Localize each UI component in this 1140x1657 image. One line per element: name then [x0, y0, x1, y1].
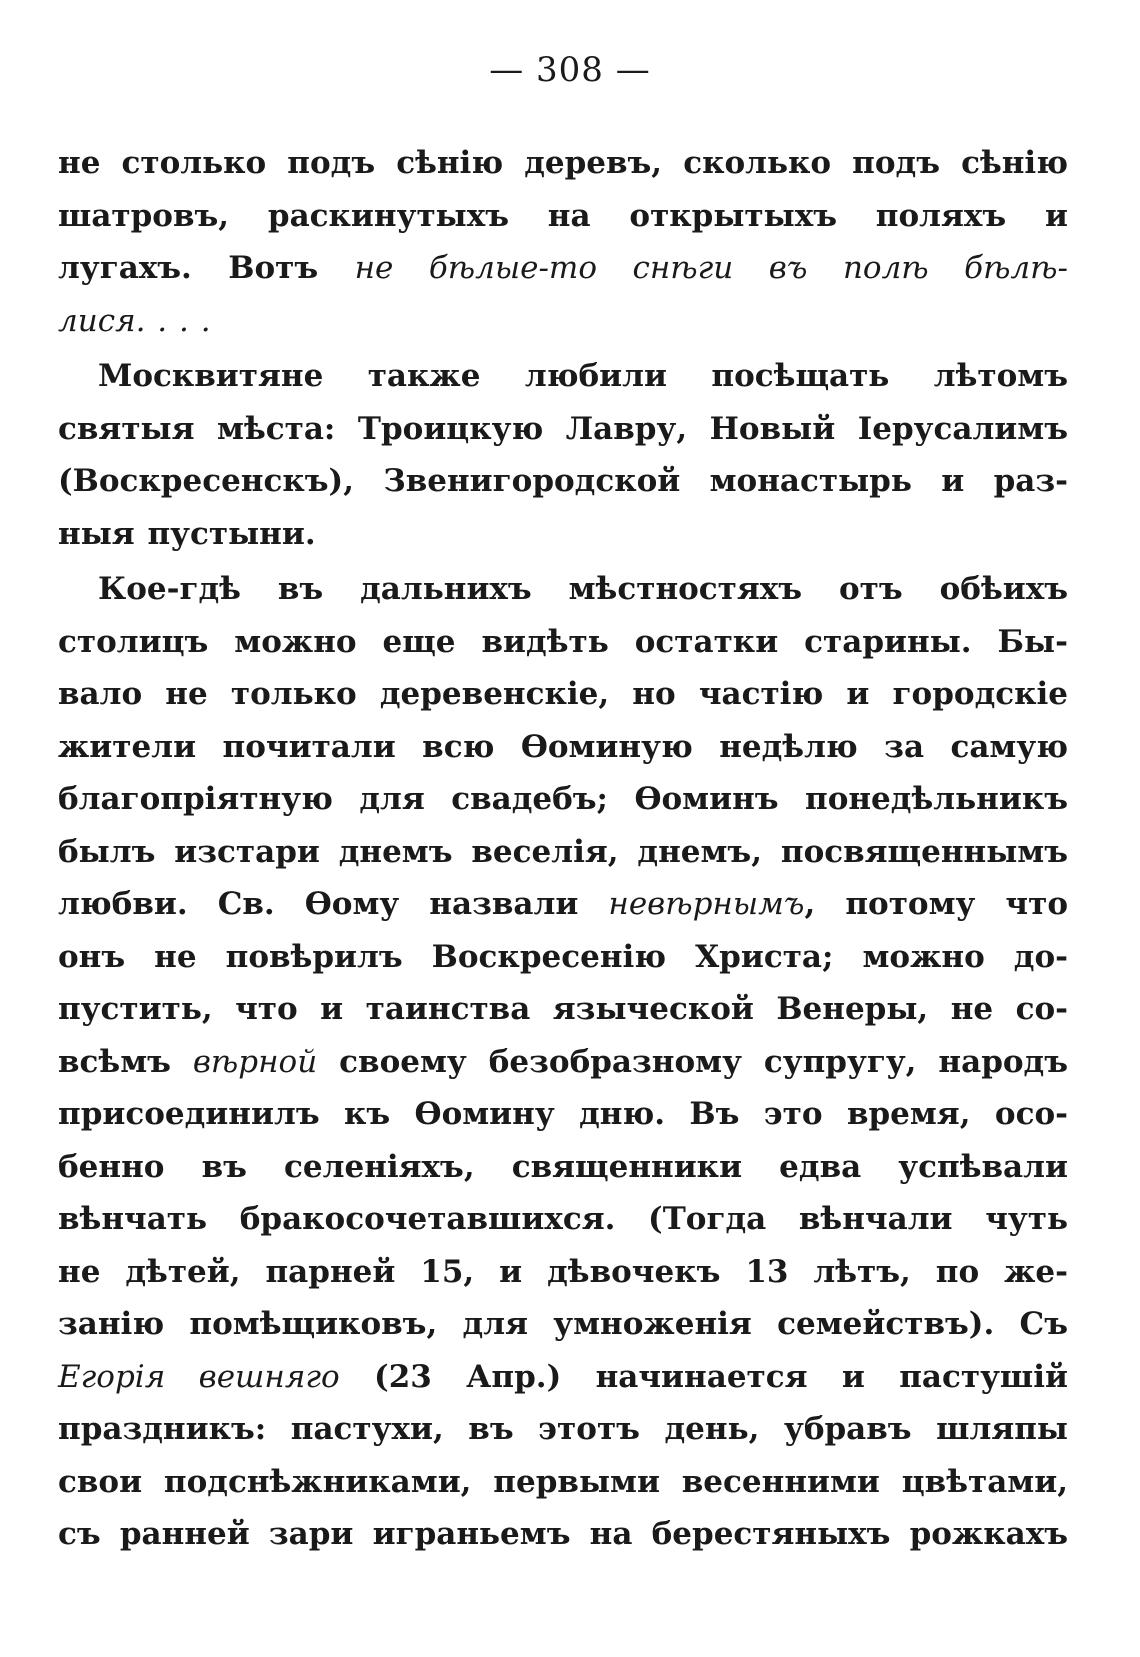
text-line: благопріятную для свадебъ; Ѳоминъ понедѣльникъ [58, 781, 1068, 817]
text-line: вало не только деревенскіе, но частію и городскіе [58, 676, 1068, 712]
italic-word: Егорія вешняго [58, 1358, 340, 1395]
text-line: былъ изстари днемъ веселія, днемъ, посвященнымъ [58, 833, 1068, 870]
paragraph-3 [58, 563, 1068, 1561]
text-line: онъ не повѣрилъ Воскресенію Христа; можно до- [58, 938, 1068, 975]
text-line: вѣнчать бракосочетавшихся. (Тогда вѣнчали чуть [58, 1201, 1068, 1237]
text-line: бенно въ селеніяхъ, священники едва успѣвали [58, 1148, 1068, 1185]
text-line [58, 295, 1068, 348]
text-run: любви. Св. Ѳому назвали [58, 886, 609, 922]
text-run: , потому что [804, 886, 1068, 922]
text-line: пустить, что и таинства языческой Венеры, не со- [58, 991, 1068, 1027]
text-line: Кое-гдѣ въ дальнихъ мѣстностяхъ отъ обѣихъ [98, 571, 1068, 607]
text-line: шатровъ, раскинутыхъ на открытыхъ поляхъ и [58, 197, 1068, 234]
text-line: свои подснѣжниками, первыми весенними цвѣтами, [58, 1463, 1068, 1500]
text-line: присоединилъ къ Ѳомину дню. Въ это время, осо- [58, 1096, 1068, 1132]
text-line [58, 242, 1068, 295]
text-line: (Воскресенскъ), Звенигородской монастырь и раз- [58, 463, 1068, 499]
paragraph-1 [58, 137, 1068, 347]
italic-quote: лися. . . . [58, 302, 211, 339]
text-line [58, 1351, 1068, 1404]
text-line: столицъ можно еще видѣть остатки старины. Бы- [58, 623, 1068, 660]
text-run: лугахъ. Вотъ [58, 250, 355, 286]
text-line: Москвитяне также любили посѣщать лѣтомъ [98, 358, 1068, 394]
text-line: не дѣтей, парней 15, и дѣвочекъ 13 лѣтъ, по же- [58, 1253, 1068, 1290]
italic-word: невѣрнымъ [608, 886, 805, 922]
text-line: жители почитали всю Ѳоминую недѣлю за самую [58, 728, 1068, 765]
text-line [58, 878, 1068, 931]
text-run: (23 Апр.) начинается и пастушій [339, 1358, 1068, 1395]
text-run: всѣмъ [58, 1043, 193, 1080]
text-line: праздникъ: пастухи, въ этотъ день, убравъ шляпы [58, 1411, 1068, 1447]
italic-word: вѣрной [192, 1043, 318, 1080]
text-run: своему безобразному супругу, народъ [317, 1043, 1068, 1080]
text-line: не столько подъ сѣнію деревъ, сколько подъ сѣнію [58, 145, 1068, 181]
paragraph-2 [58, 350, 1068, 560]
text-line [58, 1036, 1068, 1089]
page-number: — 308 — [489, 50, 651, 90]
text-line: ныя пустыни. [58, 515, 316, 552]
text-line: съ ранней зари играньемъ на берестяныхъ рожкахъ [58, 1516, 1068, 1552]
text-line: святыя мѣста: Троицкую Лавру, Новый Іерусалимъ [58, 410, 1068, 447]
text-line: занію помѣщиковъ, для умноженія семействъ). Съ [58, 1306, 1068, 1342]
italic-quote: не бѣлые-то снѣги въ полѣ бѣлѣ- [354, 250, 1068, 286]
